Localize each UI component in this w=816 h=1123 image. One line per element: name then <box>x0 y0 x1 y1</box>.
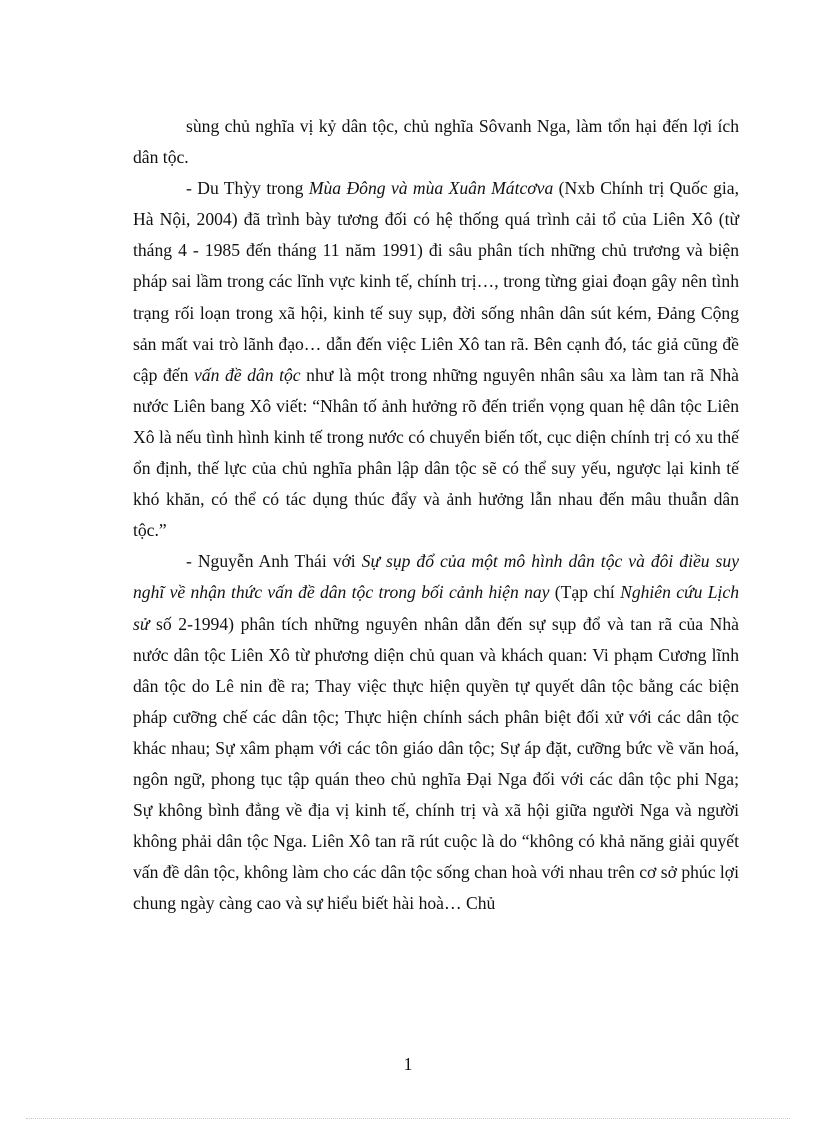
page-bottom-border <box>26 1118 790 1119</box>
body-text <box>133 111 739 919</box>
paragraph-du-thuy <box>133 173 739 546</box>
text-run: (Tạp chí <box>549 582 621 603</box>
text-run: số 2-1994) phân tích những nguyên nhân dẫn đến sự sụp đổ và tan rã của Nhà nước dân tộc Liên Xô từ phương diện chủ quan và khách quan: Vi phạm Cương lĩnh dân tộc do Lê nin đề ra; Thay việc thực hiện quyền tự quyết dân tộc bằng các biện pháp cưỡng chế các dân tộc; Thực hiện chính sách phân biệt đối xử với các dân tộc khác nhau; Sự xâm phạm với các tôn giáo dân tộc; Sự áp đặt, cưỡng bức về văn hoá, ngôn ngữ, phong tục tập quán theo chủ nghĩa Đại Nga đối với các dân tộc phi Nga; Sự không bình đẳng về địa vị kinh tế, chính trị và xã hội giữa người Nga và người không phải dân tộc Nga. Liên Xô tan rã rút cuộc là do “không có khả năng giải quyết vấn đề dân tộc, không làm cho các dân tộc sống chan hoà với nhau trên cơ sở phúc lợi chung ngày càng cao và sự hiểu biết hài hoà… Chủ <box>133 613 739 914</box>
text-run: - Du Thỳy trong <box>186 178 309 199</box>
text-run: sùng chủ nghĩa vị kỷ dân tộc, chủ nghĩa Sôvanh Nga, làm tổn hại đến lợi ích dân tộc. <box>133 116 739 168</box>
article-title: Sự sụp đổ của một mô hình dân tộc và đôi điều suy nghĩ về nhận thức vấn đề dân tộc trong bối cảnh hiện nay <box>133 551 740 603</box>
journal-title: Nghiên cứu Lịch sử <box>133 582 739 634</box>
text-run: (Nxb Chính trị Quốc gia, Hà Nội, 2004) đã trình bày tương đối có hệ thống quá trình cải tổ của Liên Xô (từ tháng 4 - 1985 đến tháng 11 năm 1991) đi sâu phân tích những chủ trương và biện pháp sai lầm trong các lĩnh vực kinh tế, chính trị…, trong từng giai đoạn gây nên tình trạng rối loạn trong xã hội, kinh tế suy sụp, đời sống nhân dân sút kém, Đảng Cộng sản mất vai trò lãnh đạo… dẫn đến việc Liên Xô tan rã. Bên cạnh đó, tác giả cũng đề cập đến <box>133 178 739 385</box>
paragraph-nguyen-anh-thai <box>133 546 739 919</box>
paragraph-continuation <box>133 111 739 173</box>
text-run: như là một trong những nguyên nhân sâu xa làm tan rã Nhà nước Liên bang Xô viết: “Nhân tố ảnh hưởng rõ đến triển vọng quan hệ dân tộc Liên Xô là nếu tình hình kinh tế trong nước có chuyển biến tốt, cục diện chính trị có xu thế ổn định, thế lực của chủ nghĩa phân lập dân tộc sẽ có thể suy yếu, ngược lại kinh tế khó khăn, có thể có tác dụng thúc đẩy và ảnh hưởng lẫn nhau đến mâu thuẫn dân tộc.” <box>133 364 739 541</box>
emphasis-text: vấn đề dân tộc <box>193 364 301 385</box>
page-number: 1 <box>403 1054 413 1074</box>
text-run: - Nguyễn Anh Thái với <box>186 551 362 572</box>
book-title: Mùa Đông và mùa Xuân Mátcơva <box>308 178 554 199</box>
